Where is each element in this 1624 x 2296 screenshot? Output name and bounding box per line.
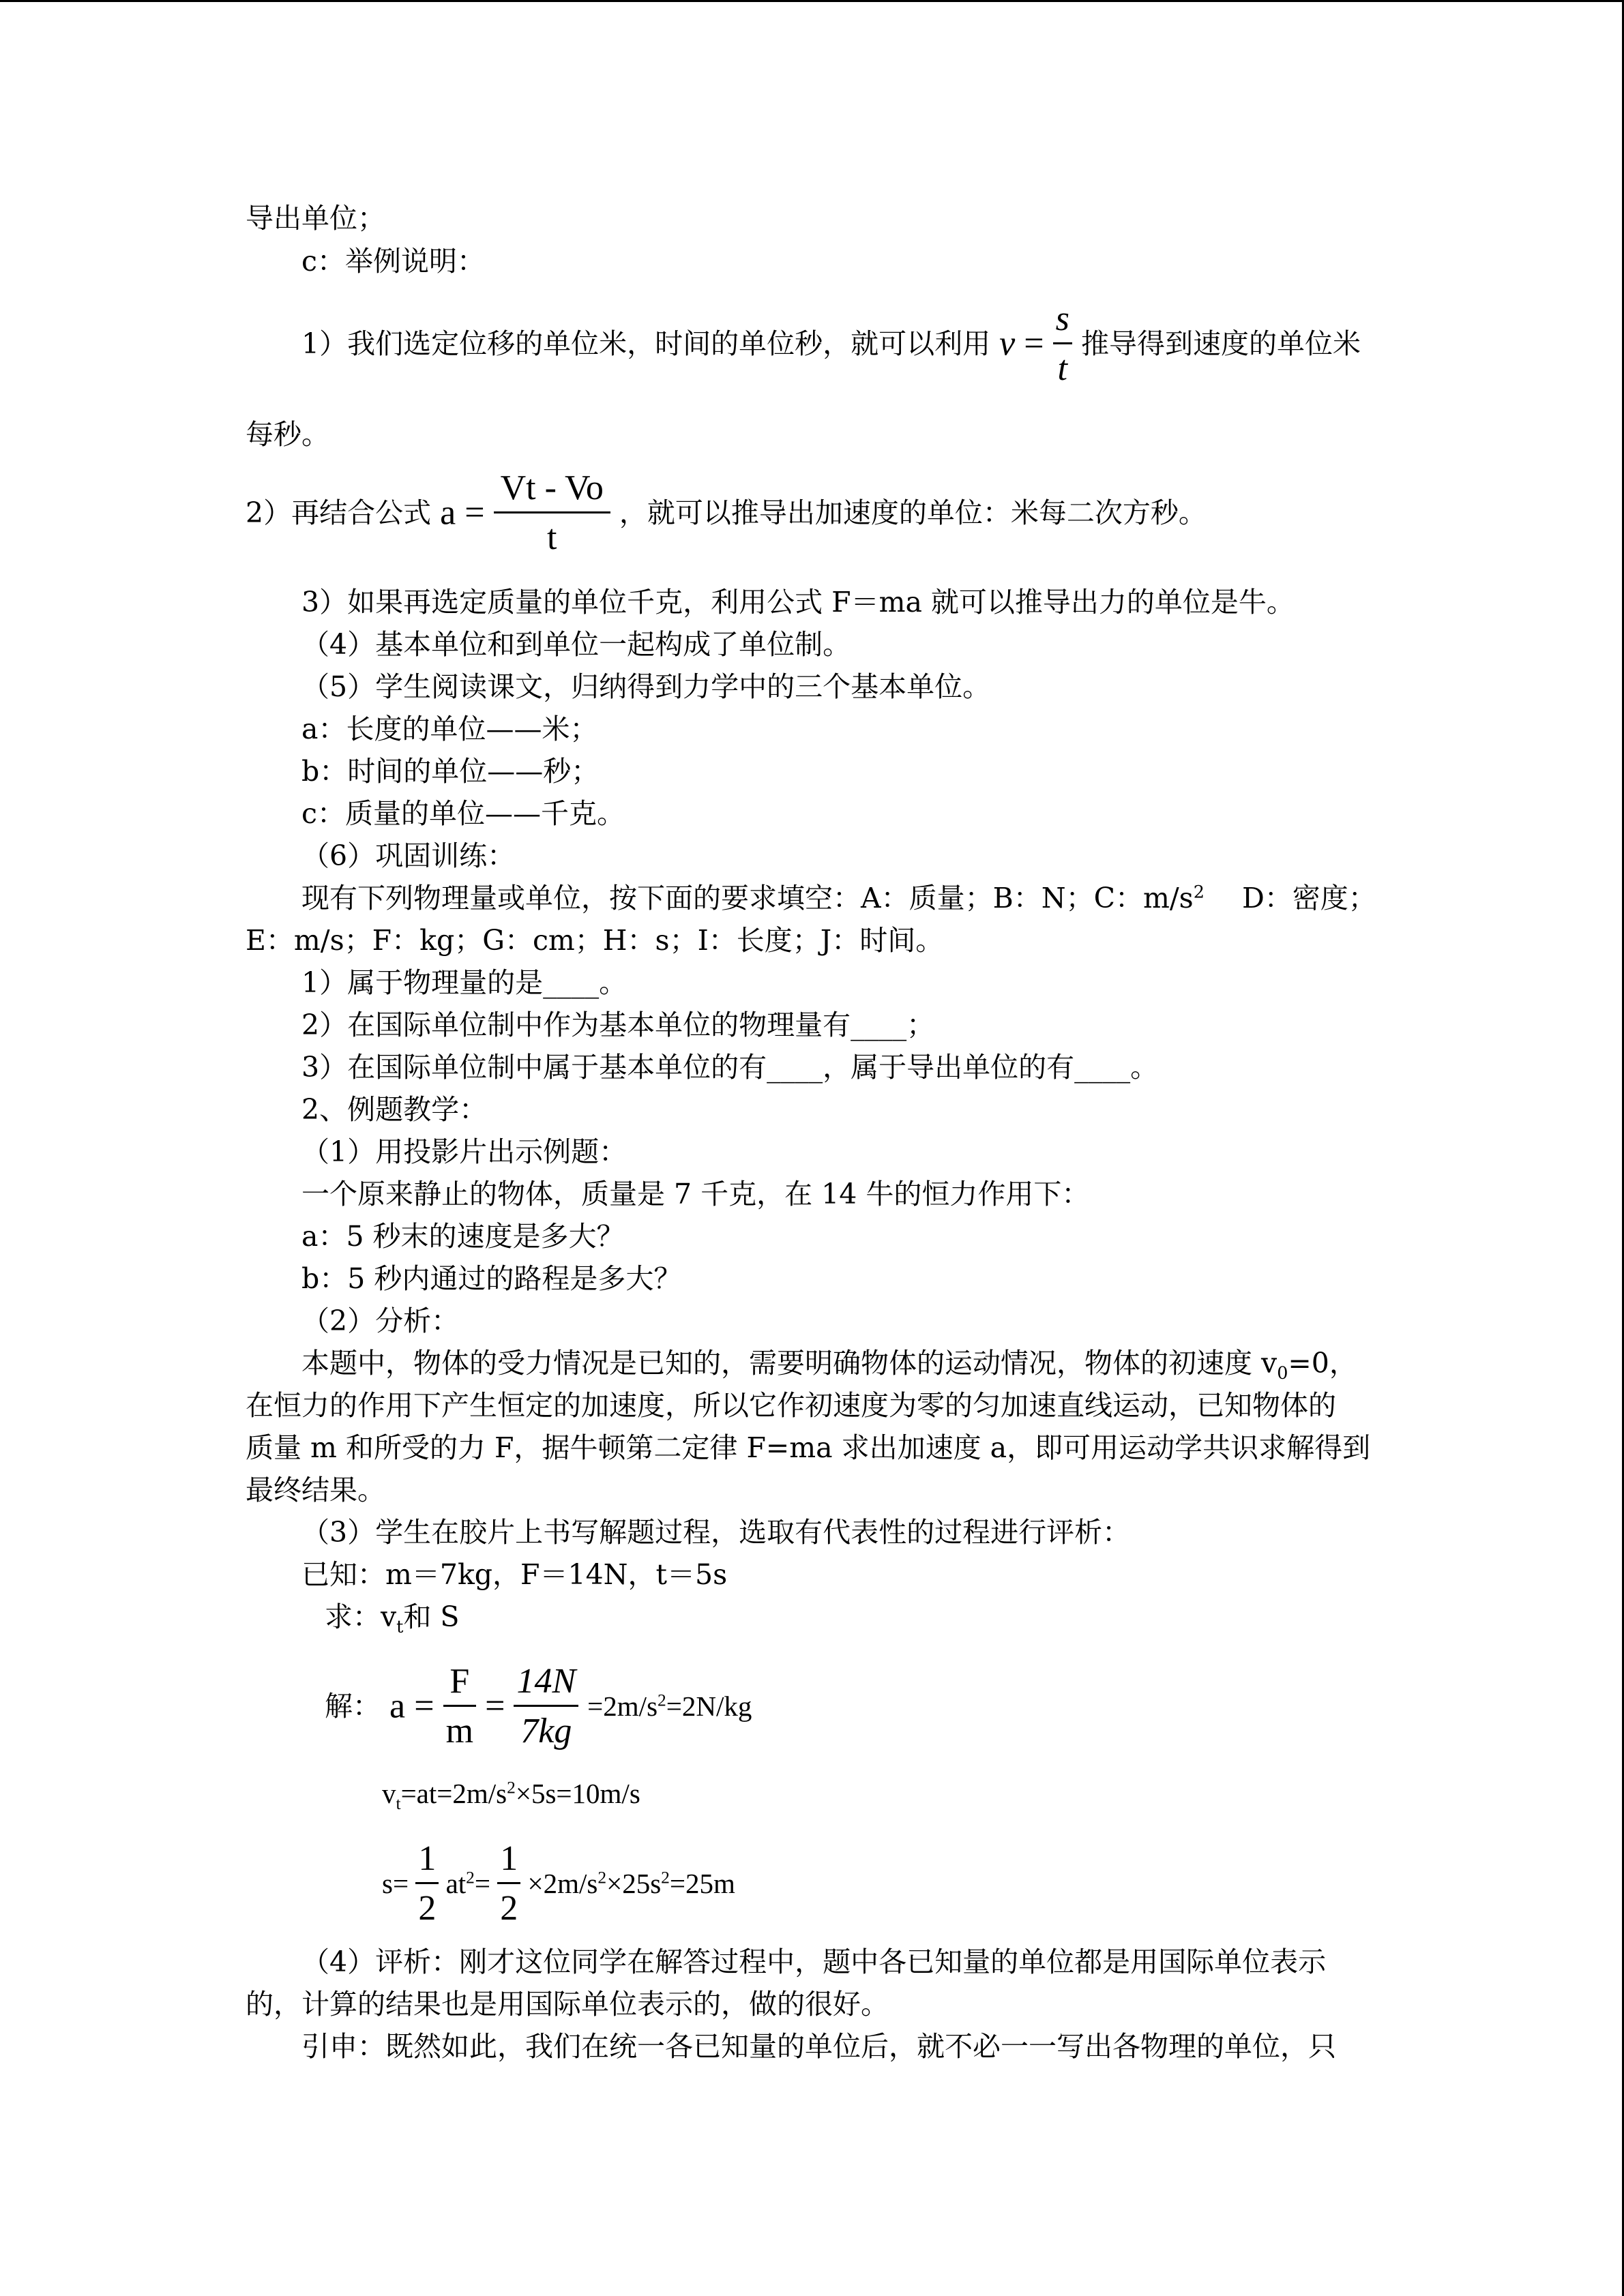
fraction xyxy=(415,1841,439,1926)
equals-sign: = xyxy=(1024,324,1044,363)
text-segment: 推导得到速度的单位米 xyxy=(1080,327,1361,360)
text-segment: v xyxy=(382,1778,396,1809)
fraction xyxy=(494,468,610,557)
fraction xyxy=(1053,301,1072,387)
fraction-denominator: 7kg xyxy=(520,1712,572,1750)
text-segment: 求：v xyxy=(325,1600,397,1633)
text-segment: =25m xyxy=(669,1868,735,1899)
text-line: 引申：既然如此，我们在统一各已知量的单位后，就不必一一写出各物理的单位，只 xyxy=(301,2030,1336,2063)
text-segment: =at=2m/s xyxy=(400,1778,507,1809)
text-line: 的，计算的结果也是用国际单位表示的，做的很好。 xyxy=(246,1988,889,2021)
fraction-numerator: Vt - Vo xyxy=(494,471,610,513)
equals-sign: = xyxy=(485,1686,505,1726)
formula-segment xyxy=(528,1868,735,1899)
text-line: 3）如果再选定质量的单位千克，利用公式 F＝ma 就可以推导出力的单位是牛。 xyxy=(301,586,1295,618)
text-line: E：m/s；F：kg；G：cm；H：s；I：长度；J：时间。 xyxy=(246,924,944,957)
formula-line-velocity-result xyxy=(382,1778,640,1814)
text-line: c：举例说明： xyxy=(301,245,485,278)
text-line: 导出单位； xyxy=(246,202,385,235)
superscript: 2 xyxy=(661,1868,670,1888)
text-line: 质量 m 和所受的力 F，据牛顿第二定律 F=ma 求出加速度 a，即可用运动学共识求解得到 xyxy=(246,1431,1371,1464)
text-line: b：时间的单位——秒； xyxy=(301,755,600,788)
text-segment: 本题中，物体的受力情况是已知的，需要明确物体的运动情况，物体的初速度 v xyxy=(301,1347,1278,1380)
formula-variable: a xyxy=(440,493,456,533)
text-line: 3）在国际单位制中属于基本单位的有____，属于导出单位的有____。 xyxy=(301,1051,1159,1084)
text-line: 每秒。 xyxy=(246,418,329,451)
fraction-denominator: t xyxy=(547,518,557,557)
formula-result xyxy=(587,1690,752,1722)
subscript: t xyxy=(396,1616,404,1637)
formula-segment xyxy=(446,1868,490,1899)
text-line: （6）巩固训练： xyxy=(301,839,516,872)
formula-variable: v xyxy=(999,324,1016,363)
text-line: 1）属于物理量的是____。 xyxy=(301,966,628,999)
formula-line-acceleration xyxy=(246,468,1207,557)
page-top-border xyxy=(0,0,1624,2)
superscript: 2 xyxy=(466,1868,475,1888)
equals-sign: = xyxy=(414,1686,434,1726)
text-line: （2）分析： xyxy=(301,1304,460,1337)
fraction-numerator: 1 xyxy=(497,1841,520,1884)
text-line: （5）学生阅读课文，归纳得到力学中的三个基本单位。 xyxy=(301,670,991,703)
formula-line-displacement xyxy=(382,1841,735,1926)
text-segment: = xyxy=(474,1868,490,1899)
superscript: 2 xyxy=(507,1778,516,1798)
text-line xyxy=(301,1347,1357,1384)
text-segment: =2N/kg xyxy=(666,1690,752,1722)
fraction-denominator: m xyxy=(445,1712,474,1750)
text-segment: D：密度； xyxy=(1241,882,1376,914)
text-line: c：质量的单位——千克。 xyxy=(301,797,625,830)
text-segment: ，就可以推导出加速度的单位：米每二次方秒。 xyxy=(619,496,1207,529)
fraction-numerator: 1 xyxy=(415,1841,439,1884)
fraction xyxy=(443,1664,476,1749)
fraction-numerator: s xyxy=(1053,301,1072,344)
fraction-denominator: 2 xyxy=(500,1889,518,1928)
formula-line-solution-a xyxy=(325,1664,752,1749)
text-line: （4）评析：刚才这位同学在解答过程中，题中各已知量的单位都是用国际单位表示 xyxy=(301,1945,1327,1978)
fraction-numerator: 14N xyxy=(514,1664,578,1707)
text-segment: =0， xyxy=(1288,1347,1357,1380)
fraction-numerator: F xyxy=(443,1664,476,1707)
fraction xyxy=(514,1664,578,1749)
text-line xyxy=(301,881,1376,914)
superscript: 2 xyxy=(1193,881,1205,902)
text-line: （3）学生在胶片上书写解题过程，选取有代表性的过程进行评析： xyxy=(301,1516,1131,1549)
text-line: 2）在国际单位制中作为基本单位的物理量有____； xyxy=(301,1009,935,1041)
text-line: 最终结果。 xyxy=(246,1474,385,1506)
subscript: 0 xyxy=(1277,1362,1288,1384)
subscript: t xyxy=(396,1794,401,1814)
text-segment: 2）再结合公式 xyxy=(246,496,432,529)
text-line: b：5 秒内通过的路程是多大？ xyxy=(301,1262,682,1295)
text-segment: s= xyxy=(382,1868,409,1899)
text-segment: ×2m/s xyxy=(527,1868,598,1899)
superscript: 2 xyxy=(597,1868,607,1888)
text-segment: 解： xyxy=(325,1690,381,1723)
text-segment: at xyxy=(445,1868,467,1899)
text-line: 一个原来静止的物体，质量是 7 千克，在 14 牛的恒力作用下： xyxy=(301,1178,1090,1210)
formula-variable: a xyxy=(389,1686,406,1726)
text-line: 已知：m＝7kg，F＝14N，t＝5s xyxy=(301,1558,728,1591)
text-segment: =2m/s xyxy=(587,1690,658,1722)
text-line: a：长度的单位——米； xyxy=(301,713,598,745)
text-segment: ×25s xyxy=(606,1868,662,1899)
text-segment: ×5s=10m/s xyxy=(515,1778,640,1809)
text-segment: 和 S xyxy=(403,1600,460,1633)
text-line: 在恒力的作用下产生恒定的加速度，所以它作初速度为零的匀加速直线运动，已知物体的 xyxy=(246,1389,1336,1422)
superscript: 2 xyxy=(658,1690,666,1710)
text-line xyxy=(325,1600,460,1637)
fraction xyxy=(497,1841,520,1926)
text-line: 2、例题教学： xyxy=(301,1093,488,1126)
text-line: （1）用投影片出示例题： xyxy=(301,1135,628,1168)
text-segment: 现有下列物理量或单位，按下面的要求填空：A：质量；B：N；C：m/s xyxy=(301,882,1194,914)
fraction-denominator: 2 xyxy=(418,1889,437,1928)
text-line: （4）基本单位和到单位一起构成了单位制。 xyxy=(301,628,851,661)
formula-line-velocity xyxy=(301,301,1361,387)
text-line: a：5 秒末的速度是多大？ xyxy=(301,1220,625,1253)
equals-sign: = xyxy=(464,493,494,533)
fraction-denominator: t xyxy=(1057,349,1067,388)
text-segment: 1）我们选定位移的单位米，时间的单位秒，就可以利用 xyxy=(301,327,991,360)
